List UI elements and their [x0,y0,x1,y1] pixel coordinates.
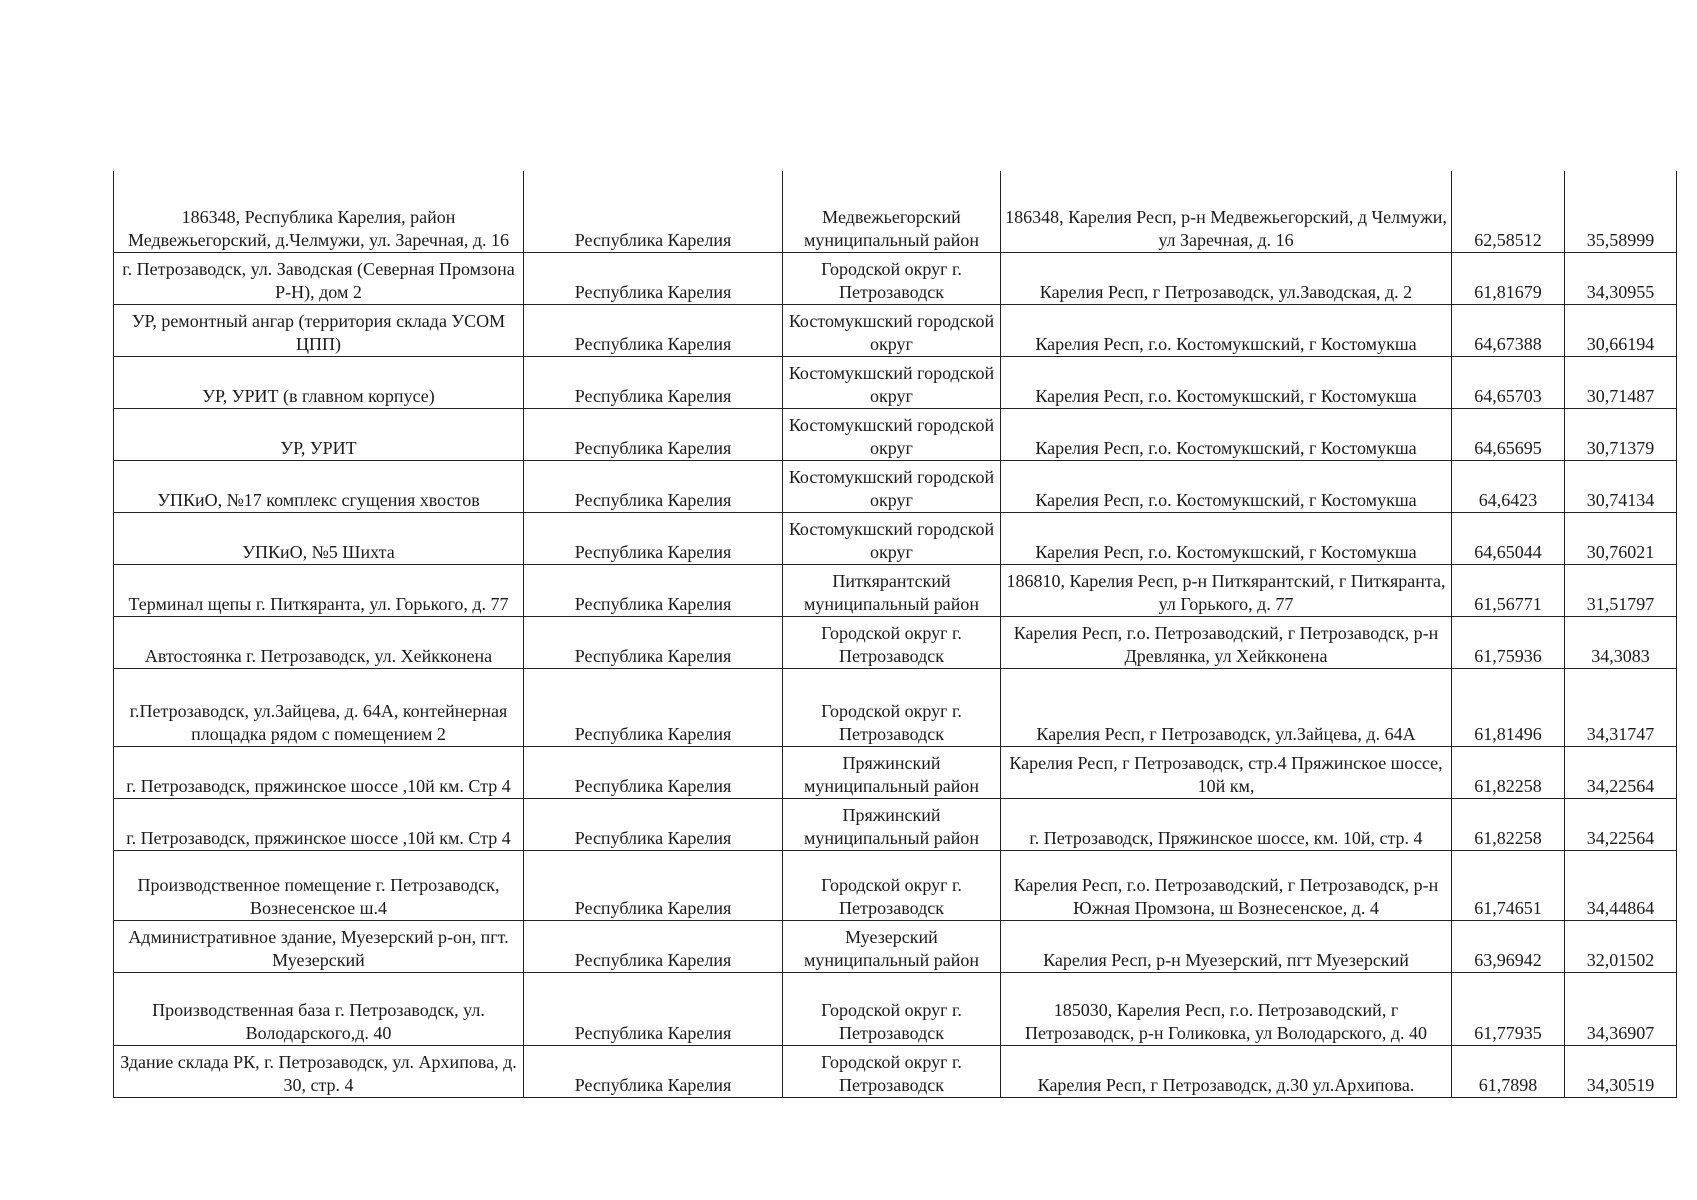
region-cell: Республика Карелия [524,252,783,304]
region-cell: Республика Карелия [524,746,783,798]
longitude-cell: 30,66194 [1565,304,1677,356]
table-row [114,512,1677,564]
latitude-cell: 64,65695 [1452,408,1565,460]
region-cell: Республика Карелия [524,460,783,512]
municipality-cell: Городской округ г. Петрозаводск [783,668,1001,746]
object-name-cell: Автостоянка г. Петрозаводск, ул. Хейкконена [114,616,524,668]
latitude-cell: 61,56771 [1452,564,1565,616]
longitude-cell: 35,58999 [1565,171,1677,252]
region-cell: Республика Карелия [524,798,783,850]
longitude-cell: 30,74134 [1565,460,1677,512]
municipality-cell: Муезерский муниципальный район [783,920,1001,972]
region-cell: Республика Карелия [524,512,783,564]
municipality-cell: Костомукшский городской округ [783,460,1001,512]
address-cell: 186348, Карелия Респ, р-н Медвежьегорский, д Челмужи, ул Заречная, д. 16 [1001,171,1452,252]
longitude-cell: 34,31747 [1565,668,1677,746]
address-cell: 186810, Карелия Респ, р-н Питкярантский, г Питкяранта, ул Горького, д. 77 [1001,564,1452,616]
table-body [114,171,1677,1097]
address-cell: Карелия Респ, г.о. Петрозаводский, г Петрозаводск, р-н Южная Промзона, ш Вознесенское, д. 4 [1001,850,1452,920]
address-cell: Карелия Респ, г Петрозаводск, ул.Заводская, д. 2 [1001,252,1452,304]
latitude-cell: 61,81679 [1452,252,1565,304]
object-name-cell: г. Петрозаводск, ул. Заводская (Северная Промзона Р-Н), дом 2 [114,252,524,304]
address-cell: Карелия Респ, г.о. Костомукшский, г Костомукша [1001,304,1452,356]
table-row [114,920,1677,972]
object-name-cell: Производственное помещение г. Петрозаводск, Вознесенское ш.4 [114,850,524,920]
table-row [114,668,1677,746]
table-row [114,252,1677,304]
longitude-cell: 34,22564 [1565,798,1677,850]
municipality-cell: Костомукшский городской округ [783,512,1001,564]
region-cell: Республика Карелия [524,850,783,920]
object-name-cell: УР, УРИТ [114,408,524,460]
region-cell: Республика Карелия [524,1045,783,1097]
object-name-cell: Терминал щепы г. Питкяранта, ул. Горького, д. 77 [114,564,524,616]
address-cell: Карелия Респ, г.о. Костомукшский, г Костомукша [1001,408,1452,460]
region-cell: Республика Карелия [524,616,783,668]
municipality-cell: Питкярантский муниципальный район [783,564,1001,616]
address-cell: г. Петрозаводск, Пряжинское шоссе, км. 10й, стр. 4 [1001,798,1452,850]
municipality-cell: Медвежьегорский муниципальный район [783,171,1001,252]
address-cell: Карелия Респ, г Петрозаводск, стр.4 Пряжинское шоссе, 10й км, [1001,746,1452,798]
table-row [114,1045,1677,1097]
latitude-cell: 61,74651 [1452,850,1565,920]
region-cell: Республика Карелия [524,920,783,972]
region-cell: Республика Карелия [524,356,783,408]
table-row [114,356,1677,408]
latitude-cell: 64,6423 [1452,460,1565,512]
longitude-cell: 34,36907 [1565,972,1677,1045]
municipality-cell: Городской округ г. Петрозаводск [783,972,1001,1045]
longitude-cell: 31,51797 [1565,564,1677,616]
region-cell: Республика Карелия [524,171,783,252]
object-name-cell: Здание склада РК, г. Петрозаводск, ул. Архипова, д. 30, стр. 4 [114,1045,524,1097]
table-row [114,171,1677,252]
address-cell: Карелия Респ, г Петрозаводск, д.30 ул.Архипова. [1001,1045,1452,1097]
object-name-cell: г. Петрозаводск, пряжинское шоссе ,10й км. Стр 4 [114,746,524,798]
municipality-cell: Пряжинский муниципальный район [783,798,1001,850]
municipality-cell: Костомукшский городской округ [783,408,1001,460]
municipality-cell: Городской округ г. Петрозаводск [783,850,1001,920]
object-name-cell: УПКиО, №17 комплекс сгущения хвостов [114,460,524,512]
latitude-cell: 62,58512 [1452,171,1565,252]
table-row [114,616,1677,668]
address-cell: Карелия Респ, г.о. Петрозаводский, г Петрозаводск, р-н Древлянка, ул Хейкконена [1001,616,1452,668]
latitude-cell: 61,77935 [1452,972,1565,1045]
address-cell: Карелия Респ, г.о. Костомукшский, г Костомукша [1001,356,1452,408]
longitude-cell: 34,30955 [1565,252,1677,304]
object-name-cell: Административное здание, Муезерский р-он, пгт. Муезерский [114,920,524,972]
region-cell: Республика Карелия [524,408,783,460]
object-name-cell: г.Петрозаводск, ул.Зайцева, д. 64А, контейнерная площадка рядом с помещением 2 [114,668,524,746]
latitude-cell: 61,7898 [1452,1045,1565,1097]
latitude-cell: 61,81496 [1452,668,1565,746]
address-cell: Карелия Респ, г.о. Костомукшский, г Костомукша [1001,460,1452,512]
table-row [114,408,1677,460]
address-cell: 185030, Карелия Респ, г.о. Петрозаводский, г Петрозаводск, р-н Голиковка, ул Володарского, д. 40 [1001,972,1452,1045]
region-cell: Республика Карелия [524,972,783,1045]
table-row [114,564,1677,616]
longitude-cell: 34,3083 [1565,616,1677,668]
object-name-cell: Производственная база г. Петрозаводск, ул. Володарского,д. 40 [114,972,524,1045]
municipality-cell: Костомукшский городской округ [783,304,1001,356]
latitude-cell: 63,96942 [1452,920,1565,972]
region-cell: Республика Карелия [524,668,783,746]
address-cell: Карелия Респ, г.о. Костомукшский, г Костомукша [1001,512,1452,564]
municipality-cell: Городской округ г. Петрозаводск [783,1045,1001,1097]
latitude-cell: 61,75936 [1452,616,1565,668]
longitude-cell: 32,01502 [1565,920,1677,972]
object-name-cell: УР, УРИТ (в главном корпусе) [114,356,524,408]
longitude-cell: 30,71379 [1565,408,1677,460]
longitude-cell: 30,76021 [1565,512,1677,564]
table-row [114,460,1677,512]
table-row [114,746,1677,798]
object-name-cell: г. Петрозаводск, пряжинское шоссе ,10й км. Стр 4 [114,798,524,850]
municipality-cell: Городской округ г. Петрозаводск [783,616,1001,668]
region-cell: Республика Карелия [524,564,783,616]
object-name-cell: УПКиО, №5 Шихта [114,512,524,564]
table-row [114,798,1677,850]
table-row [114,972,1677,1045]
object-name-cell: 186348, Республика Карелия, район Медвежьегорский, д.Челмужи, ул. Заречная, д. 16 [114,171,524,252]
latitude-cell: 64,65703 [1452,356,1565,408]
latitude-cell: 61,82258 [1452,746,1565,798]
latitude-cell: 61,82258 [1452,798,1565,850]
longitude-cell: 30,71487 [1565,356,1677,408]
address-cell: Карелия Респ, г Петрозаводск, ул.Зайцева, д. 64А [1001,668,1452,746]
table-row [114,850,1677,920]
municipality-cell: Пряжинский муниципальный район [783,746,1001,798]
longitude-cell: 34,22564 [1565,746,1677,798]
municipality-cell: Городской округ г. Петрозаводск [783,252,1001,304]
region-cell: Республика Карелия [524,304,783,356]
table-row [114,304,1677,356]
longitude-cell: 34,44864 [1565,850,1677,920]
longitude-cell: 34,30519 [1565,1045,1677,1097]
municipality-cell: Костомукшский городской округ [783,356,1001,408]
object-name-cell: УР, ремонтный ангар (территория склада УСОМ ЦПП) [114,304,524,356]
latitude-cell: 64,67388 [1452,304,1565,356]
locations-table [113,171,1677,1098]
latitude-cell: 64,65044 [1452,512,1565,564]
address-cell: Карелия Респ, р-н Муезерский, пгт Муезерский [1001,920,1452,972]
